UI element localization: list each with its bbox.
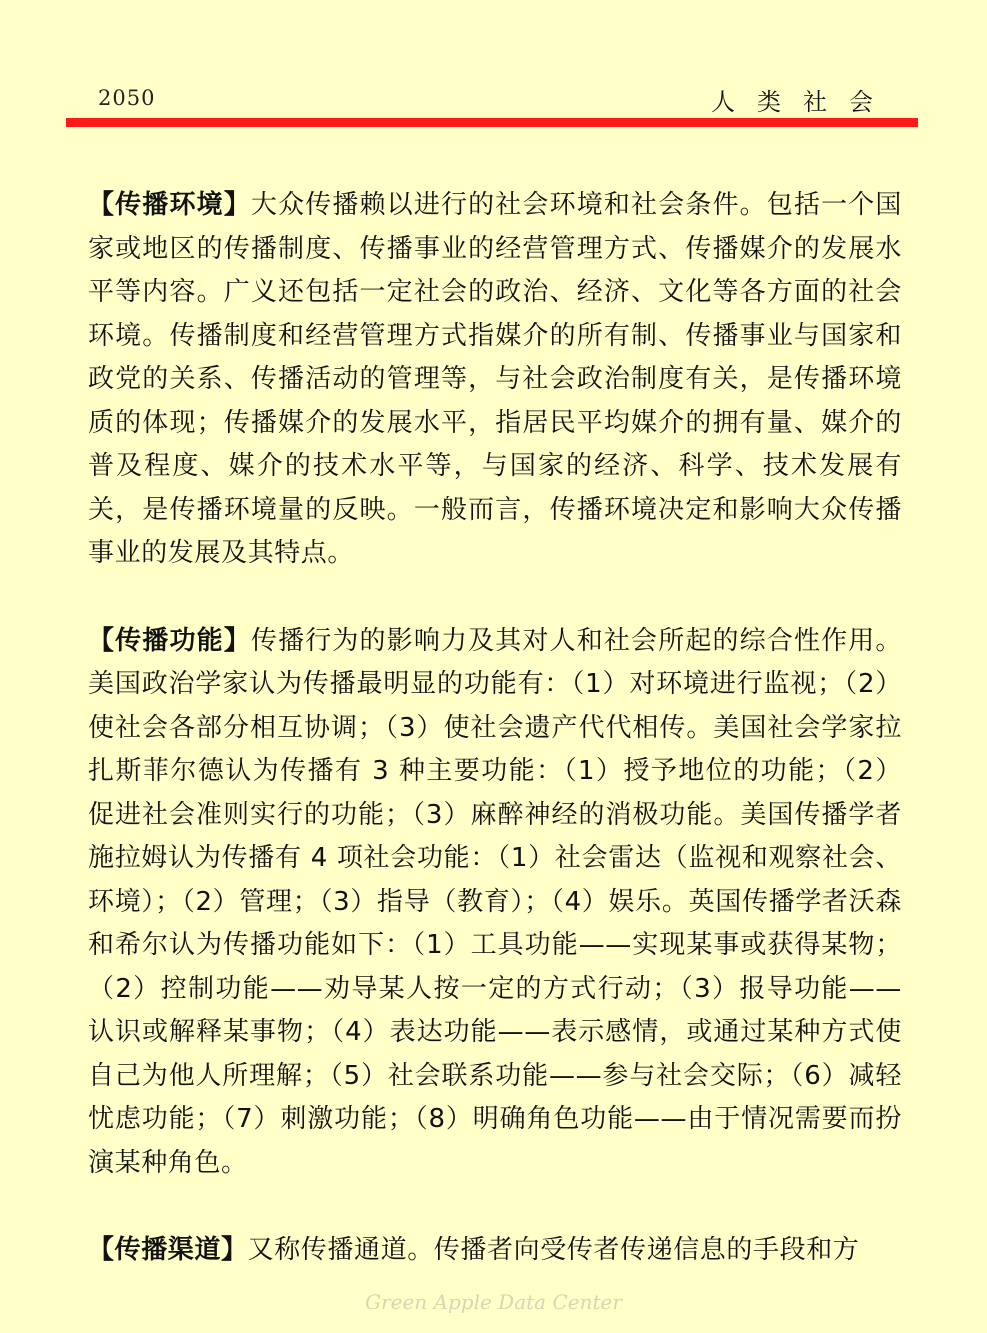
- entry-communication-channel: [88, 1229, 902, 1273]
- entry-definition: 又称传播通道。传播者向受传者传递信息的手段和方: [247, 1235, 860, 1265]
- running-head: 人类社会: [711, 88, 895, 116]
- page-number: 2050: [98, 86, 156, 110]
- entry-term: 【传播环境】: [88, 190, 251, 220]
- entry-communication-function: [88, 620, 902, 1186]
- watermark: Green Apple Data Center: [365, 1290, 622, 1314]
- entry-term: 【传播功能】: [88, 625, 251, 656]
- entry-definition: 大众传播赖以进行的社会环境和社会条件。包括一个国家或地区的传播制度、传播事业的经营管理方式、传播媒介的发展水平等内容。广义还包括一定社会的政治、经济、文化等各方面的社会环境。传播制度和经营管理方式指媒介的所有制、传播事业与国家和政党的关系、传播活动的管理等，与社会政治制度有关，是传播环境质的体现；传播媒介的发展水平，指居民平均媒介的拥有量、媒介的普及程度、媒介的技术水平等，与国家的经济、科学、技术发展有关，是传播环境量的反映。一般而言，传播环境决定和影响大众传播事业的发展及其特点。: [88, 190, 902, 568]
- entry-communication-environment: [88, 184, 902, 576]
- entry-definition: 传播行为的影响力及其对人和社会所起的综合性作用。美国政治学家认为传播最明显的功能有：（1）对环境进行监视；（2）使社会各部分相互协调；（3）使社会遗产代代相传。美国社会学家拉扎斯菲尔德认为传播有 3 种主要功能：（1）授予地位的功能；（2）促进社会准则实行的功能；（3）麻醉神经的消极功能。美国传播学者施拉姆认为传播有 4 项社会功能：（1）社会雷达（监视和观察社会、环境）；（2）管理；（3）指导（教育）；（4）娱乐。英国传播学者沃森和希尔认为传播功能如下：（1）工具功能——实现某事或获得某物；（2）控制功能——劝导某人按一定的方式行动；（3）报导功能——认识或解释某事物；（4）表达功能——表示感情，或通过某种方式使自己为他人所理解；（5）社会联系功能——参与社会交际；（6）减轻忧虑功能；（7）刺激功能；（8）明确角色功能——由于情况需要而扮演某种角色。: [88, 625, 902, 1178]
- entry-term: 【传播渠道】: [88, 1235, 248, 1265]
- dictionary-content: [88, 184, 902, 1317]
- header-rule: [66, 118, 918, 127]
